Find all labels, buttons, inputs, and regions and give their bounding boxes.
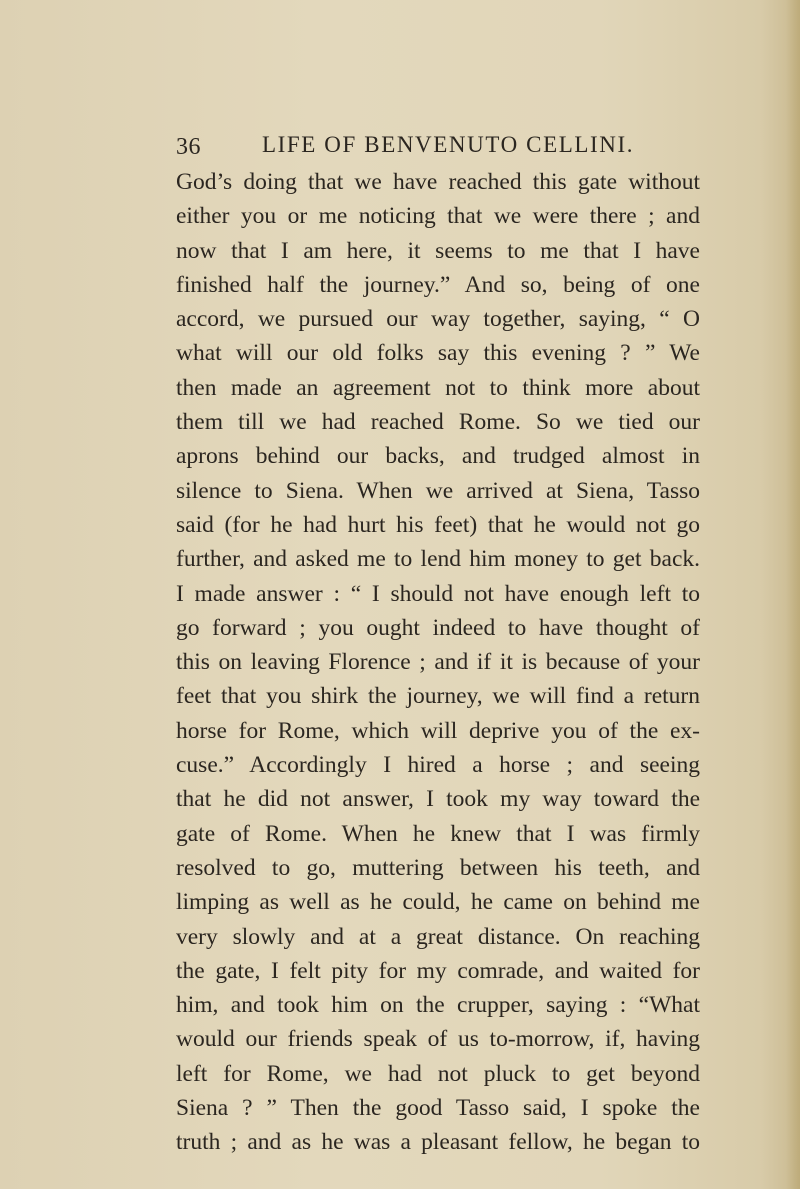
text-line: gate of Rome. When he knew that I was firmly bbox=[176, 820, 700, 847]
text-line: what will our old folks say this evening ? ” We bbox=[176, 340, 700, 367]
text-line: this on leaving Florence ; and if it is because of your bbox=[176, 649, 700, 676]
running-title: LIFE OF BENVENUTO CELLINI. bbox=[262, 132, 635, 157]
text-line: truth ; and as he was a pleasant fellow, he began to bbox=[176, 1129, 700, 1156]
page-header bbox=[176, 128, 736, 168]
page-edge-shadow bbox=[786, 0, 800, 1189]
text-line: aprons behind our backs, and trudged almost in bbox=[176, 443, 700, 470]
text-line: horse for Rome, which will deprive you of the ex- bbox=[176, 717, 700, 744]
text-line: accord, we pursued our way together, saying, “ O bbox=[176, 306, 700, 333]
text-line: feet that you shirk the journey, we will find a return bbox=[176, 683, 700, 710]
text-line: Siena ? ” Then the good Tasso said, I spoke the bbox=[176, 1095, 700, 1122]
page-number: 36 bbox=[176, 134, 201, 160]
text-line: very slowly and at a great distance. On reaching bbox=[176, 923, 700, 950]
text-line: limping as well as he could, he came on behind me bbox=[176, 889, 700, 916]
text-line: would our friends speak of us to-morrow, if, having bbox=[176, 1026, 700, 1053]
text-line: left for Rome, we had not pluck to get beyond bbox=[176, 1060, 700, 1087]
text-line: I made answer : “ I should not have enough left to bbox=[176, 580, 700, 607]
text-line: the gate, I felt pity for my comrade, and waited for bbox=[176, 957, 700, 984]
text-line: God’s doing that we have reached this gate without bbox=[176, 169, 700, 195]
text-line: go forward ; you ought indeed to have thought of bbox=[176, 614, 700, 641]
text-line: either you or me noticing that we were there ; and bbox=[176, 203, 700, 230]
body-text bbox=[176, 165, 700, 1160]
text-line: him, and took him on the crupper, saying : “What bbox=[176, 992, 700, 1019]
text-line: now that I am here, it seems to me that I have bbox=[176, 237, 700, 264]
text-line: further, and asked me to lend him money to get back. bbox=[176, 546, 700, 573]
text-line: cuse.” Accordingly I hired a horse ; and seeing bbox=[176, 752, 700, 779]
text-line: finished half the journey.” And so, being of one bbox=[176, 271, 700, 298]
text-line: that he did not answer, I took my way toward the bbox=[176, 786, 700, 813]
text-line: said (for he had hurt his feet) that he would not go bbox=[176, 511, 700, 538]
text-line: silence to Siena. When we arrived at Siena, Tasso bbox=[176, 477, 700, 504]
text-line: then made an agreement not to think more about bbox=[176, 374, 700, 401]
text-line: them till we had reached Rome. So we tied our bbox=[176, 409, 700, 436]
text-line: resolved to go, muttering between his teeth, and bbox=[176, 854, 700, 881]
